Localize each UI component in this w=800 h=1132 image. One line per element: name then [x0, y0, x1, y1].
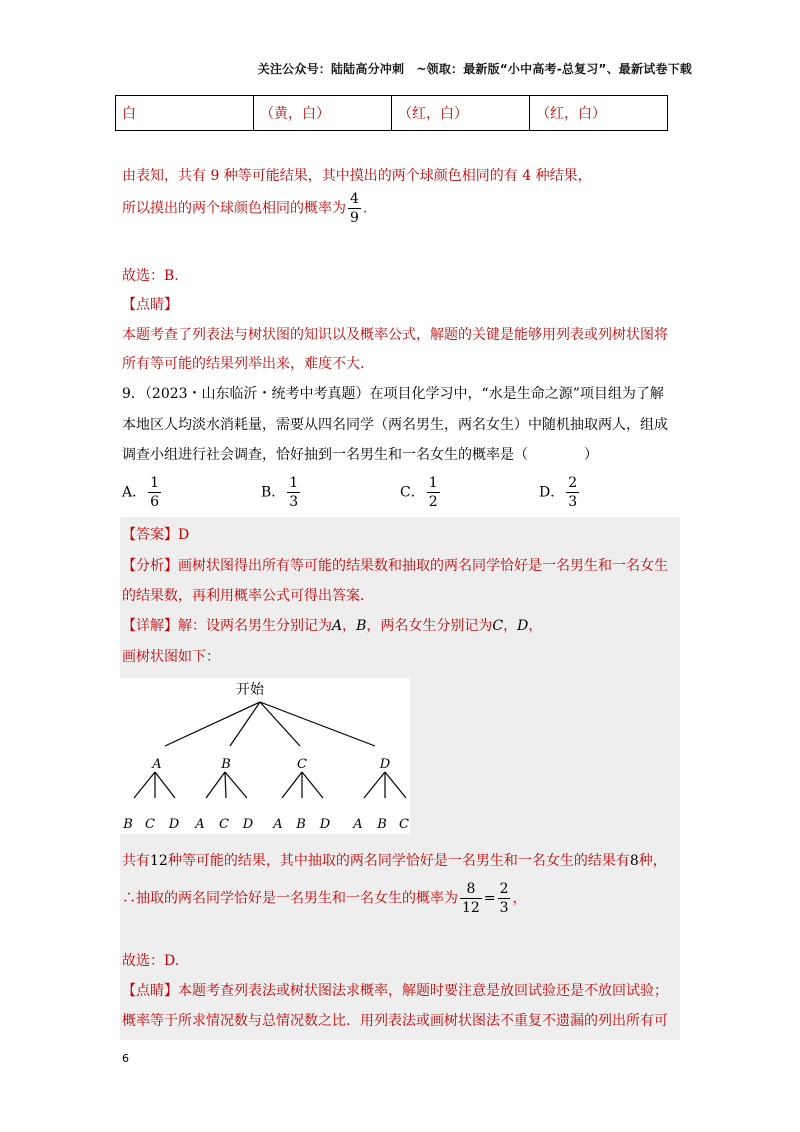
result-text: 共有12种等可能的结果，其中抽取的两名同学恰好是一名男生和一名女生的结果有8种，: [122, 853, 667, 869]
table-cell: （红，白）: [392, 96, 530, 131]
tree-node: C: [297, 757, 307, 772]
tree-node: B: [221, 757, 231, 772]
choice-line: 故选：B.: [122, 268, 179, 284]
tree-root: 开始: [236, 682, 264, 698]
tree-leaf: B: [377, 817, 387, 832]
question-text: 本地区人均淡水消耗量，需要从四名同学（两名男生，两名女生）中随机抽取两人，组成: [122, 417, 668, 433]
point-text: 【点睛】本题考查列表法或树状图法求概率，解题时要注意是放回试验还是不放回试验；: [122, 983, 668, 999]
tree-diagram: [120, 678, 410, 834]
analysis-text: 【分析】画树状图得出所有等可能的结果数和抽取的两名同学恰好是一名男生和一名女生: [122, 558, 668, 574]
table-cell: （红，白）: [530, 96, 668, 131]
point-text: 所有等可能的结果列举出来，难度不大.: [122, 356, 365, 372]
tree-leaf: C: [399, 817, 409, 832]
option-a: A． $\frac{1}{6}$: [122, 475, 160, 510]
probability-text: ∴抽取的两名同学恰好是一名男生和一名女生的概率为 $\frac{8}{12}$ = $\frac{2}{3}$ ，: [122, 881, 527, 916]
answer-line: 【答案】D: [122, 527, 190, 543]
tree-leaf: C: [145, 817, 155, 832]
table-cell: 白: [116, 96, 254, 131]
tree-leaf: A: [195, 817, 205, 832]
tree-leaf: D: [242, 817, 254, 832]
point-text: 概率等于所求情况数与总情况数之比．用列表法或画树状图法不重复不遗漏的列出所有可: [122, 1013, 668, 1029]
choice-line: 故选：D.: [122, 953, 180, 969]
page-number: 6: [122, 1052, 129, 1065]
option-c: C． $\frac{1}{2}$: [400, 475, 438, 510]
tree-leaf: B: [123, 817, 133, 832]
table-cell: （黄，白）: [254, 96, 392, 131]
tree-leaf: A: [353, 817, 363, 832]
tree-intro: 画树状图如下：: [122, 649, 220, 665]
page-header: 关注公众号：陆陆高分冲刺 ~领取：最新版“小中高考-总复习”、最新试卷下载: [257, 62, 692, 76]
tree-leaf: B: [296, 817, 306, 832]
detail-text: 【详解】解：设两名男生分别记为A，B，两名女生分别记为C，D，: [122, 618, 543, 634]
option-b: B． $\frac{1}{3}$: [261, 475, 299, 510]
tree-node: D: [379, 757, 391, 772]
solution-probability-line: 所以摸出的两个球颜色相同的概率为 $\frac{4}{9}$ .: [122, 191, 368, 226]
tree-leaf: D: [168, 817, 180, 832]
analysis-text: 的结果数，再利用概率公式可得出答案.: [122, 588, 365, 604]
tree-leaf: D: [319, 817, 331, 832]
question-text: 9．（2023・山东临沂・统考中考真题）在项目化学习中，“水是生命之源”项目组为了解: [122, 386, 664, 402]
solution-line: 由表知，共有 9 种等可能结果，其中摸出的两个球颜色相同的有 4 种结果，: [122, 168, 592, 184]
outcome-table-row: [115, 95, 668, 131]
point-text: 本题考查了列表法与树状图的知识以及概率公式，解题的关键是能够用列表或列树状图将: [122, 327, 668, 343]
option-d: D． $\frac{2}{3}$: [539, 475, 578, 510]
tree-leaf: C: [219, 817, 229, 832]
tree-leaf: A: [273, 817, 283, 832]
question-text: 调查小组进行社会调查，恰好抽到一名男生和一名女生的概率是（ ）: [122, 447, 598, 463]
point-label: 【点睛】: [122, 297, 178, 313]
tree-node: A: [152, 757, 162, 772]
